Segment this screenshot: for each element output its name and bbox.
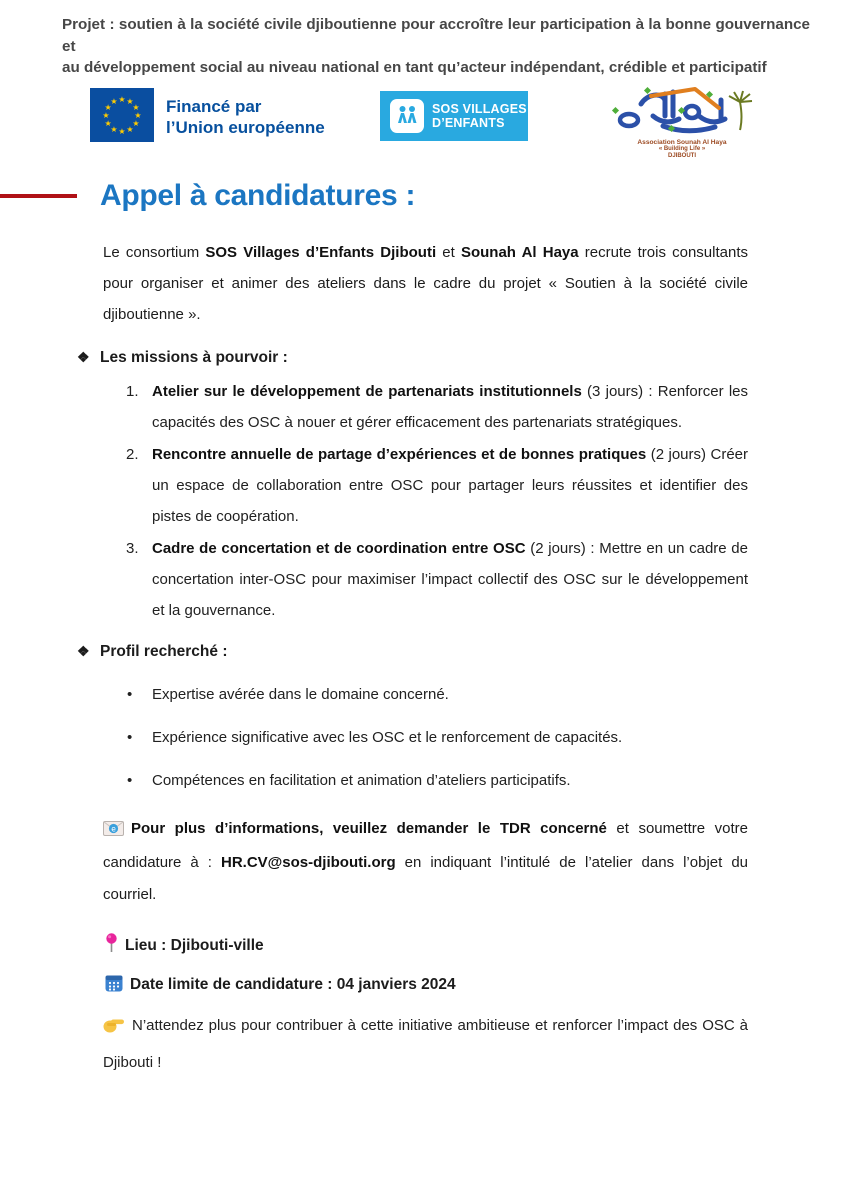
eu-caption-line1: Financé par [166,97,262,116]
project-header [0,0,849,79]
profile-item-2-text: Expérience significative avec les OSC et le renforcement de capacités. [152,728,623,746]
mission-number-1: 1. [126,382,139,400]
contact-instruction-bold: Pour plus d’informations, veuillez demander le TDR concerné [131,819,607,837]
email-icon [103,816,124,848]
profile-heading-label: Profil recherché : [100,642,228,660]
contact-paragraph [103,813,748,911]
mission-desc-2: (2 jours) Créer un espace de collaboration entre OSC pour partager leurs réussites et identifier des pistes de coopération. [152,445,748,525]
title-row [0,179,849,213]
mission-desc-3: (2 jours) : Mettre en un cadre de concertation inter-OSC pour maximiser l’impact collectif des OSC sur le développement et la gouvernance. [152,539,748,619]
cta-text: N’attendez plus pour contribuer à cette initiative ambitieuse et renforcer l’impact des OSC à Djibouti ! [103,1017,748,1071]
sos-caption-line1: SOS VILLAGES [432,101,527,116]
deadline-text: Date limite de candidature : 04 janviers 2024 [130,976,456,993]
intro-paragraph [103,237,748,330]
sos-villages-logo [380,91,528,141]
project-header-line1: Projet : soutien à la société civile djiboutienne pour accroître leur participation à la bonne gouvernance et [62,16,810,55]
eu-flag-icon [90,87,154,148]
project-header-line2: au développement social au niveau national en tant qu’acteur indépendant, crédible et participatif [62,59,767,76]
cta-paragraph [103,1009,748,1080]
profile-item-3 [127,766,748,796]
deadline-line [105,973,748,999]
association-location: DJIBOUTI [667,152,696,159]
profile-heading [77,639,849,664]
mission-number-3: 3. [126,539,139,557]
svg-text:★: ★ [110,96,118,106]
intro-seg5: recrute trois consultants pour organiser et animer des ateliers dans le cadre du projet « Soutien à la société civile djiboutienne ». [103,243,748,323]
association-motto: « Building Life » [658,146,706,152]
svg-text:★: ★ [102,110,110,120]
svg-text:★: ★ [134,110,142,120]
eu-funding-logo [90,87,325,148]
eu-funding-caption [166,96,325,138]
svg-text:★: ★ [118,94,126,104]
association-caption [604,140,760,160]
pointing-right-hand-icon [103,1012,125,1046]
intro-partner-name: Sounah Al Haya [460,243,579,261]
arabic-calligraphy-icon [607,121,757,138]
location-text: Lieu : Djibouti-ville [125,937,264,954]
bullet-dot-icon: • [127,685,133,703]
svg-text:e: e [111,823,116,833]
bullet-dot-icon: • [127,728,133,746]
mission-item-3 [126,533,748,626]
sounah-al-haya-logo [604,82,760,160]
bullet-dot-icon: • [127,771,133,789]
mission-number-2: 2. [126,445,139,463]
svg-text:★: ★ [104,118,112,128]
mission-desc-1: (3 jours) : Renforcer les capacités des OSC à nouer et gérer efficacement des partenariats stratégiques. [152,382,749,431]
missions-heading-label: Les missions à pourvoir : [100,348,288,366]
svg-text:★: ★ [118,126,126,136]
mission-item-2 [126,439,748,532]
svg-text:★: ★ [132,102,140,112]
svg-text:★: ★ [126,96,134,106]
pushpin-icon [105,933,118,960]
contact-reg2: en indiquant l’intitulé de l’atelier dans l’objet du courriel. [103,854,749,903]
mission-title-3: Cadre de concertation et de coordination entre OSC [152,539,526,557]
profile-item-3-text: Compétences en facilitation et animation d’ateliers participatifs. [152,771,571,789]
logos-row [0,85,849,157]
contact-email: HR.CV@sos-djibouti.org [220,854,396,871]
missions-heading [77,345,849,370]
profile-item-1-text: Expertise avérée dans le domaine concerné. [152,685,449,703]
sos-logo-caption [432,102,527,130]
diamond-bullet-icon: ❖ [77,348,90,365]
diamond-bullet-icon: ❖ [77,642,90,659]
missions-list [0,376,849,626]
eu-caption-line2: l’Union européenne [166,118,325,137]
page-title: Appel à candidatures : [100,178,416,212]
red-accent-line [0,194,77,198]
sos-children-icon [390,99,424,133]
calendar-icon [105,974,123,999]
svg-text:★: ★ [132,118,140,128]
location-line [105,933,748,960]
mission-title-1: Atelier sur le développement de partenariats institutionnels [152,382,582,400]
profile-item-2 [127,723,748,753]
profile-item-1 [127,680,748,710]
svg-text:★: ★ [104,102,112,112]
intro-consortium-name: SOS Villages d’Enfants Djibouti [205,243,437,261]
association-name: Association Sounah Al Haya [637,138,727,146]
mission-item-1 [126,376,749,438]
intro-seg1: Le consortium [103,243,206,261]
svg-text:★: ★ [110,124,118,134]
sos-caption-line2: D’ENFANTS [432,115,505,130]
profile-list [0,680,849,796]
svg-text:★: ★ [126,124,134,134]
mission-title-2: Rencontre annuelle de partage d’expériences et de bonnes pratiques [152,445,647,463]
contact-reg1: et soumettre votre candidature à : [103,819,748,871]
intro-seg3: et [436,243,461,261]
